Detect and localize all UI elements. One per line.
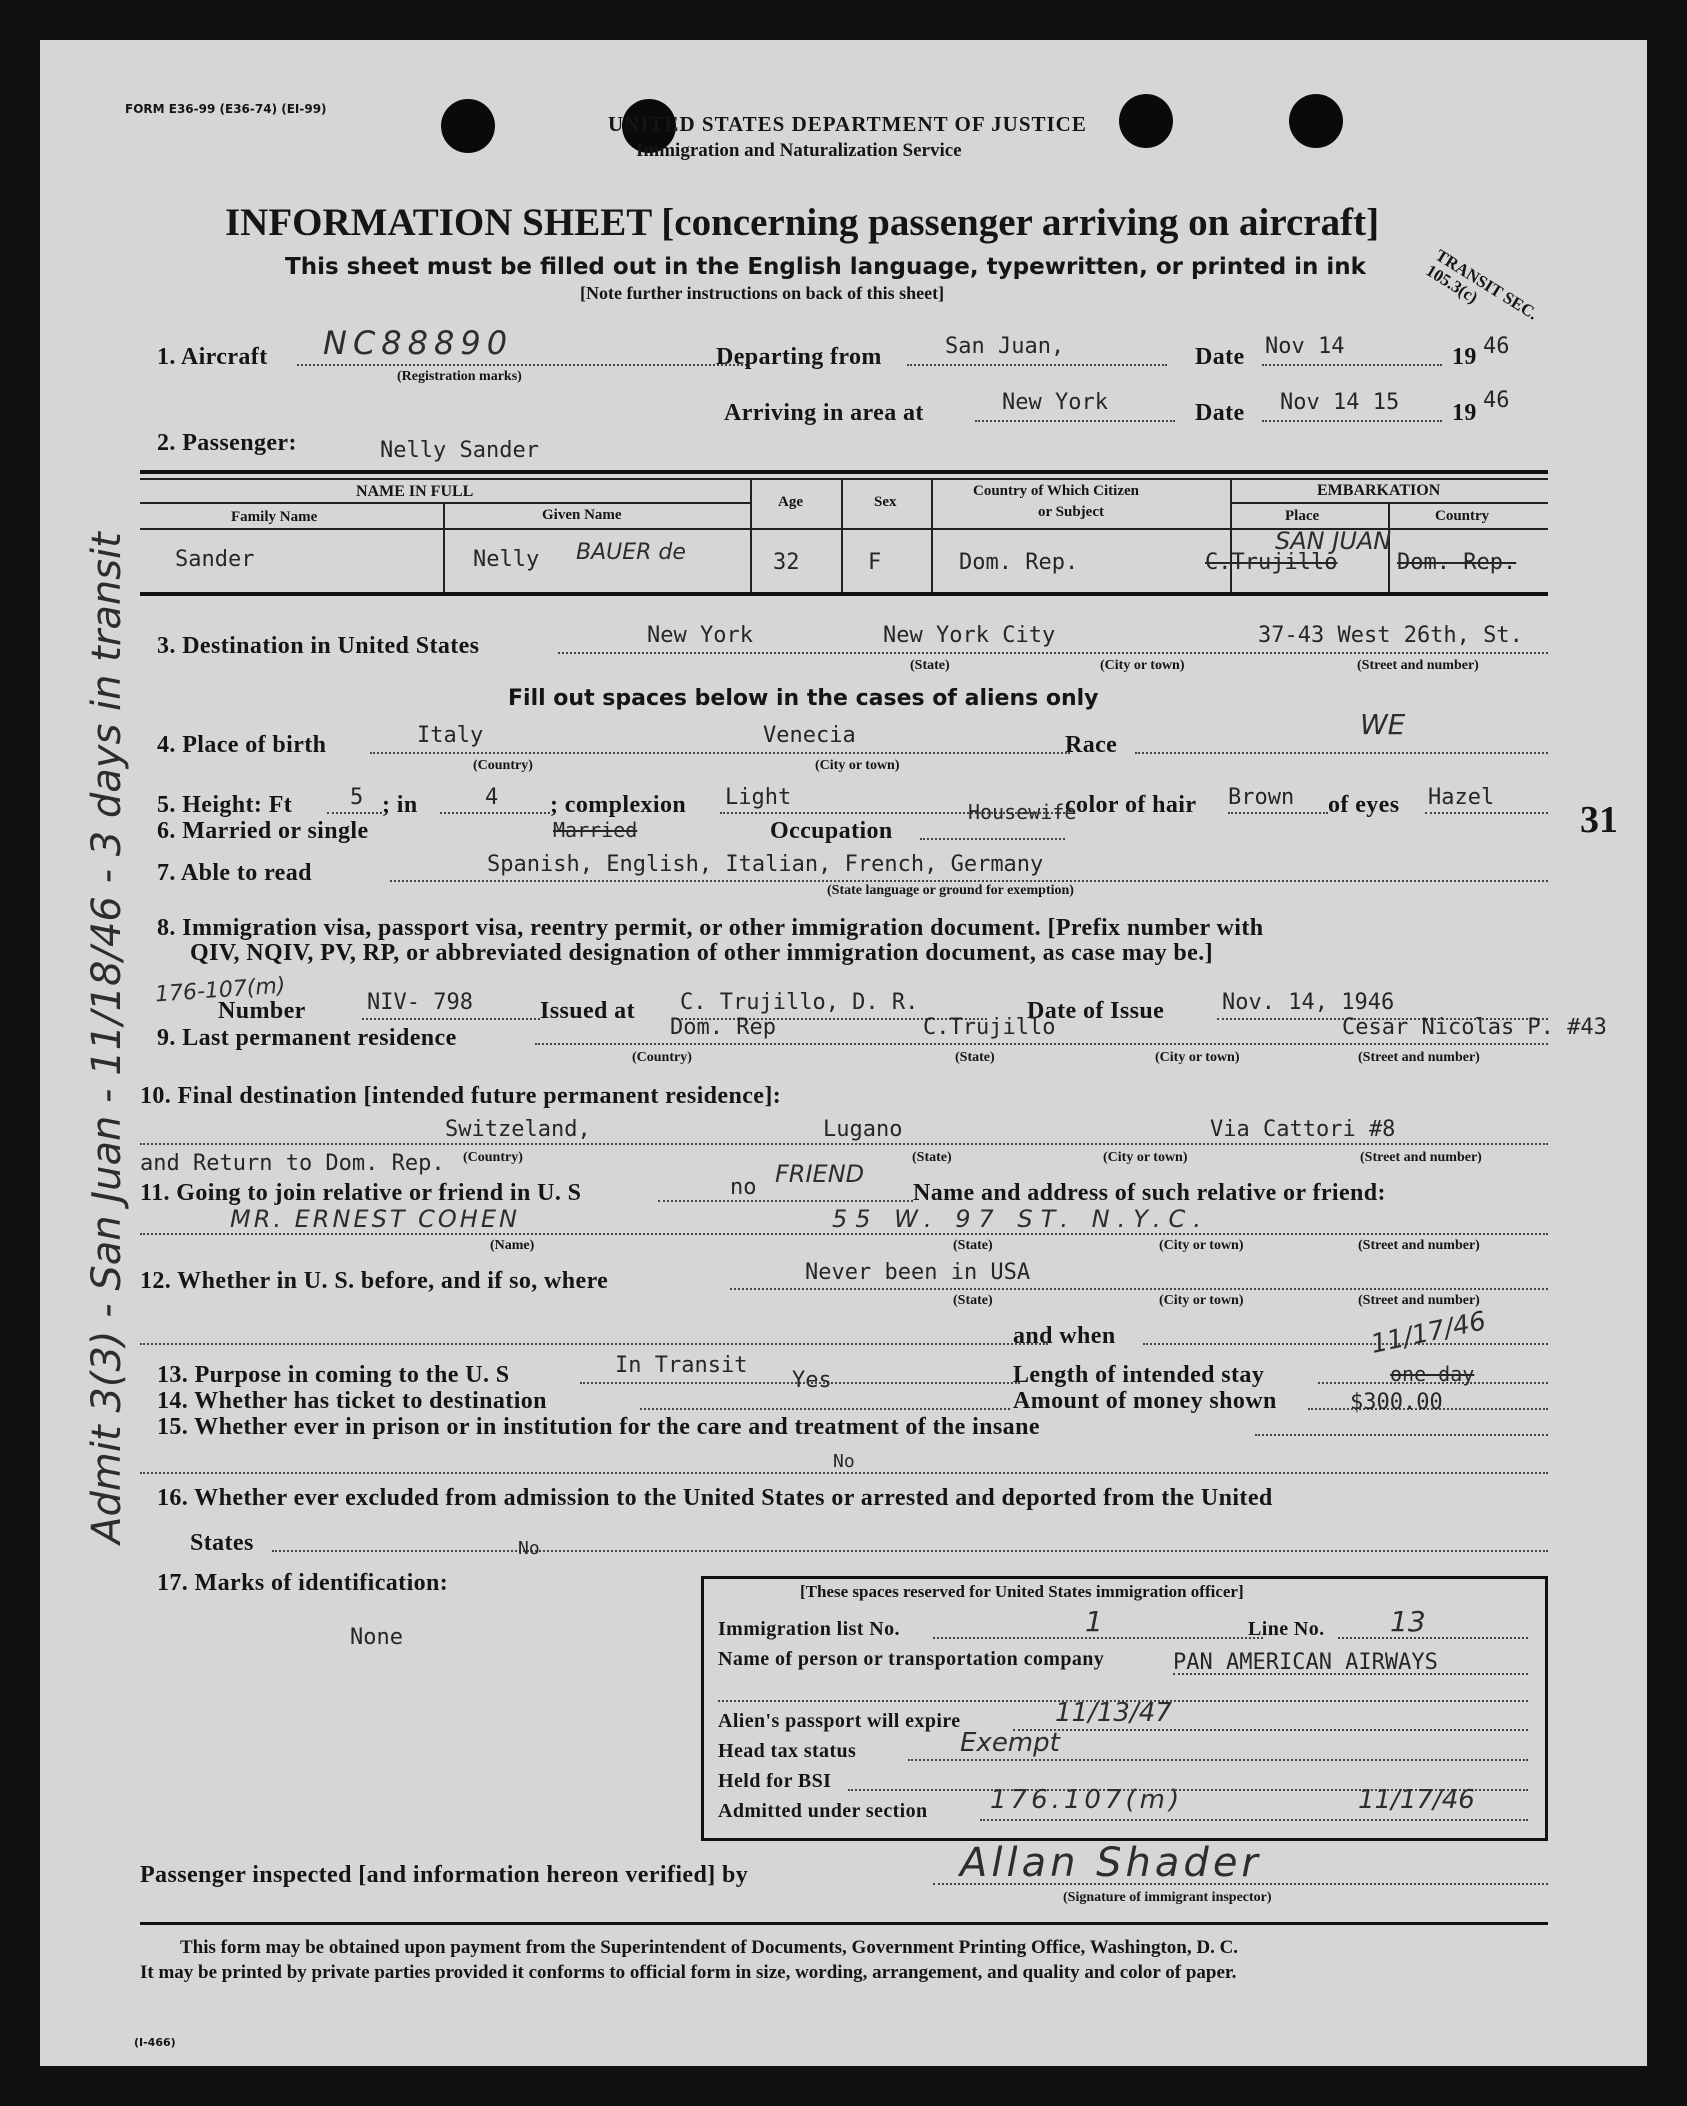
header-age: Age bbox=[778, 494, 803, 510]
label-in: ; in bbox=[382, 792, 418, 818]
line-no-value: 13 bbox=[1390, 1605, 1426, 1638]
occupation-value: Housewife bbox=[968, 800, 1077, 824]
label-purpose: 13. Purpose in coming to the U. S bbox=[157, 1362, 510, 1388]
age-value: 32 bbox=[773, 550, 800, 575]
label-us-before: 12. Whether in U. S. before, and if so, where bbox=[140, 1268, 609, 1294]
header-given-name: Given Name bbox=[542, 507, 622, 523]
officer-box-title: [These spaces reserved for United States immigration officer] bbox=[800, 1582, 1244, 1601]
sub-city: (City or town) bbox=[1100, 658, 1185, 673]
sub-state: (State) bbox=[955, 1050, 995, 1065]
label-passport-expire: Alien's passport will expire bbox=[718, 1710, 961, 1732]
label-join: 11. Going to join relative or friend in U. S bbox=[140, 1180, 582, 1206]
emb-place-hand: SAN JUAN bbox=[1275, 527, 1392, 555]
departing-value: San Juan, bbox=[945, 334, 1065, 359]
label-line-no: Line No. bbox=[1248, 1618, 1325, 1640]
reg-marks-sub: (Registration marks) bbox=[397, 369, 522, 384]
emb-country-value: Dom. Rep. bbox=[1397, 550, 1517, 575]
label-occupation: Occupation bbox=[770, 818, 893, 844]
join-friend-value: no bbox=[730, 1175, 757, 1200]
sub-signature: (Signature of immigrant inspector) bbox=[1063, 1890, 1272, 1905]
sub-city: (City or town) bbox=[1103, 1150, 1188, 1165]
label-complexion: ; complexion bbox=[550, 792, 687, 818]
depart-year-value: 46 bbox=[1483, 334, 1510, 359]
sub-state: (State) bbox=[953, 1238, 993, 1253]
height-in-value: 4 bbox=[485, 785, 499, 810]
label-visa-1: 8. Immigration visa, passport visa, reentry permit, or other immigration document. [Prefix number with bbox=[157, 915, 1264, 941]
marks-value: None bbox=[350, 1625, 403, 1650]
doc-number-value: NIV- 798 bbox=[367, 990, 473, 1015]
depart-date-value: Nov 14 bbox=[1265, 334, 1345, 359]
sub-city: (City or town) bbox=[1155, 1050, 1240, 1065]
label-final-destination: 10. Final destination [intended future permanent residence]: bbox=[140, 1083, 782, 1109]
excluded-value: No bbox=[518, 1538, 540, 1559]
and-when-hand: 11/17/46 bbox=[1368, 1306, 1489, 1360]
sub-street: (Street and number) bbox=[1358, 1293, 1480, 1308]
sub-street: (Street and number) bbox=[1360, 1150, 1482, 1165]
form-number: FORM E36-99 (E36-74) (EI-99) bbox=[125, 102, 327, 116]
signature: Allan Shader bbox=[960, 1840, 1262, 1886]
label-read: 7. Able to read bbox=[157, 860, 312, 886]
sub-state: (State) bbox=[910, 658, 950, 673]
citizen-value: Dom. Rep. bbox=[959, 550, 1079, 575]
label-aircraft: 1. Aircraft bbox=[157, 344, 268, 370]
information-sheet bbox=[40, 40, 1647, 2066]
return-note: and Return to Dom. Rep. bbox=[140, 1151, 445, 1176]
header-family-name: Family Name bbox=[231, 509, 318, 525]
sub-street: (Street and number) bbox=[1358, 1238, 1480, 1253]
instruction: This sheet must be filled out in the English language, typewritten, or printed in ink bbox=[285, 254, 1366, 280]
form-code: (I-466) bbox=[134, 2036, 176, 2049]
family-name-value: Sander bbox=[175, 547, 255, 572]
label-and-when: and when bbox=[1013, 1323, 1116, 1349]
sub-state-language: (State language or ground for exemption) bbox=[827, 883, 1074, 898]
last-country-value: Dom. Rep bbox=[670, 1015, 776, 1040]
head-tax-value: Exempt bbox=[960, 1728, 1060, 1758]
label-inspected: Passenger inspected [and information hereon verified] by bbox=[140, 1862, 749, 1888]
sub-city: (City or town) bbox=[815, 758, 900, 773]
punch-hole bbox=[1119, 94, 1173, 148]
length-stay-value: one day bbox=[1390, 1362, 1475, 1386]
sub-city: (City or town) bbox=[1159, 1293, 1244, 1308]
race-value: WE bbox=[1360, 708, 1406, 741]
issued-at-value: C. Trujillo, D. R. bbox=[680, 990, 919, 1015]
label-prison: 15. Whether ever in prison or in institution for the care and treatment of the insane bbox=[157, 1414, 1040, 1440]
admitted-date-value: 11/17/46 bbox=[1358, 1785, 1475, 1815]
punch-hole bbox=[441, 99, 495, 153]
label-visa-2: QIV, NQIV, PV, RP, or abbreviated designation of other immigration document, as case may be.] bbox=[190, 940, 1214, 966]
passenger-value: Nelly Sander bbox=[380, 438, 539, 463]
dest-state-value: New York bbox=[647, 623, 753, 648]
money-value: $300.00 bbox=[1350, 1390, 1443, 1415]
arrive-date-value: Nov 14 15 bbox=[1280, 390, 1400, 415]
hair-value: Brown bbox=[1228, 785, 1295, 810]
dest-city-value: New York City bbox=[883, 623, 1056, 648]
label-excluded-1: 16. Whether ever excluded from admission to the United States or arrested and deported from the United bbox=[157, 1485, 1273, 1511]
sub-state: (State) bbox=[953, 1293, 993, 1308]
punch-hole bbox=[1289, 94, 1343, 148]
purpose-value: In Transit bbox=[615, 1353, 748, 1378]
margin-note: Admit 3(3) - San Juan - 11/18/46 - 3 days in transit bbox=[84, 532, 130, 1544]
doc-hand-value: 176-107(m) bbox=[154, 973, 287, 1008]
final-city-value: Lugano bbox=[823, 1117, 903, 1142]
label-date: Date bbox=[1195, 344, 1245, 370]
birth-country-value: Italy bbox=[417, 723, 484, 748]
complexion-value: Light bbox=[725, 785, 792, 810]
arrive-year-value: 46 bbox=[1483, 388, 1510, 413]
label-date-issue: Date of Issue bbox=[1027, 998, 1165, 1024]
label-held-bsi: Held for BSI bbox=[718, 1770, 832, 1792]
dest-street-value: 37-43 West 26th, St. bbox=[1258, 623, 1523, 648]
sex-value: F bbox=[868, 550, 882, 575]
label-ticket: 14. Whether has ticket to destination bbox=[157, 1388, 547, 1414]
aircraft-value: NC88890 bbox=[323, 324, 514, 362]
sub-state: (State) bbox=[912, 1150, 952, 1165]
arriving-value: New York bbox=[1002, 390, 1108, 415]
ticket-value: Yes bbox=[792, 1368, 832, 1393]
label-money: Amount of money shown bbox=[1013, 1388, 1277, 1414]
label-height: 5. Height: Ft bbox=[157, 792, 293, 818]
footer-line-1: This form may be obtained upon payment from the Superintendent of Documents, Government Printing Office, Washington, D. C. bbox=[180, 1937, 1239, 1958]
service-title: Immigration and Naturalization Service bbox=[636, 140, 962, 161]
us-before-value: Never been in USA bbox=[805, 1260, 1031, 1285]
header-citizen: Country of Which Citizen bbox=[973, 483, 1139, 499]
passport-expire-value: 11/13/47 bbox=[1055, 1698, 1172, 1728]
sub-country: (Country) bbox=[473, 758, 533, 773]
sub-country: (Country) bbox=[632, 1050, 692, 1065]
sub-city: (City or town) bbox=[1159, 1238, 1244, 1253]
transport-co-value: PAN AMERICAN AIRWAYS bbox=[1173, 1650, 1438, 1675]
label-passenger: 2. Passenger: bbox=[157, 430, 297, 456]
last-city-value: C.Trujillo bbox=[923, 1015, 1056, 1040]
admitted-section-value: 176.107(m) bbox=[990, 1785, 1184, 1815]
prison-value: No bbox=[833, 1451, 855, 1472]
label-year: 19 bbox=[1452, 344, 1477, 370]
label-departing: Departing from bbox=[716, 344, 882, 370]
page-number: 31 bbox=[1580, 799, 1618, 841]
label-hair: color of hair bbox=[1065, 792, 1197, 818]
label-marks: 17. Marks of identification: bbox=[157, 1570, 449, 1596]
label-length-stay: Length of intended stay bbox=[1013, 1362, 1265, 1388]
last-street-value: Cesar Nicolas P. #43 bbox=[1342, 1015, 1607, 1040]
transit-stamp: TRANSIT SEC. 105.3(c) bbox=[1422, 245, 1542, 324]
label-head-tax: Head tax status bbox=[718, 1740, 857, 1762]
issue-date-value: Nov. 14, 1946 bbox=[1222, 990, 1395, 1015]
married-value: Married bbox=[553, 818, 638, 842]
label-friend-name: Name and address of such relative or friend: bbox=[913, 1180, 1386, 1206]
sub-name: (Name) bbox=[490, 1238, 535, 1253]
label-imm-list: Immigration list No. bbox=[718, 1618, 900, 1640]
label-number: Number bbox=[218, 998, 306, 1024]
instruction-note: [Note further instructions on back of this sheet] bbox=[580, 283, 945, 303]
languages-value: Spanish, English, Italian, French, Germany bbox=[487, 852, 1044, 877]
header-citizen-sub: or Subject bbox=[1038, 504, 1104, 520]
join-friend-hand: FRIEND bbox=[775, 1160, 865, 1188]
friend-name-value: MR. ERNEST COHEN bbox=[230, 1205, 520, 1233]
page-title: INFORMATION SHEET [concerning passenger arriving on aircraft] bbox=[225, 201, 1380, 244]
aliens-only-heading: Fill out spaces below in the cases of aliens only bbox=[508, 686, 1099, 711]
label-birth: 4. Place of birth bbox=[157, 732, 327, 758]
label-admitted-section: Admitted under section bbox=[718, 1800, 928, 1822]
sub-street: (Street and number) bbox=[1357, 658, 1479, 673]
header-embarkation: EMBARKATION bbox=[1317, 482, 1441, 499]
footer-line-2: It may be printed by private parties provided it conforms to official form in size, wording, arrangement, and quality and color of paper. bbox=[140, 1962, 1237, 1983]
height-ft-value: 5 bbox=[350, 785, 364, 810]
final-street-value: Via Cattori #8 bbox=[1210, 1117, 1396, 1142]
sub-country: (Country) bbox=[463, 1150, 523, 1165]
header-sex: Sex bbox=[874, 494, 897, 510]
label-destination: 3. Destination in United States bbox=[157, 633, 480, 659]
label-eyes: of eyes bbox=[1328, 792, 1400, 818]
eyes-value: Hazel bbox=[1428, 785, 1495, 810]
header-country: Country bbox=[1435, 508, 1490, 524]
header-name-in-full: NAME IN FULL bbox=[356, 483, 474, 500]
header-place: Place bbox=[1285, 508, 1320, 524]
department-title: UNITED STATES DEPARTMENT OF JUSTICE bbox=[608, 112, 1087, 136]
label-married: 6. Married or single bbox=[157, 818, 369, 844]
label-excluded-2: States bbox=[190, 1530, 254, 1556]
label-year: 19 bbox=[1452, 400, 1477, 426]
birth-city-value: Venecia bbox=[763, 723, 856, 748]
final-country-value: Switzeland, bbox=[445, 1117, 591, 1142]
given-name-value: Nelly bbox=[473, 547, 540, 572]
label-issued-at: Issued at bbox=[540, 998, 635, 1024]
friend-addr-value: 55 W. 97 ST. N.Y.C. bbox=[832, 1205, 1209, 1233]
label-date: Date bbox=[1195, 400, 1245, 426]
label-transport-co: Name of person or transportation company bbox=[718, 1648, 1105, 1670]
emb-place-value: C.Trujillo bbox=[1205, 550, 1338, 575]
label-arriving: Arriving in area at bbox=[724, 400, 924, 426]
sub-street: (Street and number) bbox=[1358, 1050, 1480, 1065]
given-name-hand: BAUER de bbox=[576, 540, 686, 565]
label-race: Race bbox=[1065, 732, 1118, 758]
imm-list-value: 1 bbox=[1085, 1605, 1103, 1638]
label-last-residence: 9. Last permanent residence bbox=[157, 1025, 457, 1051]
